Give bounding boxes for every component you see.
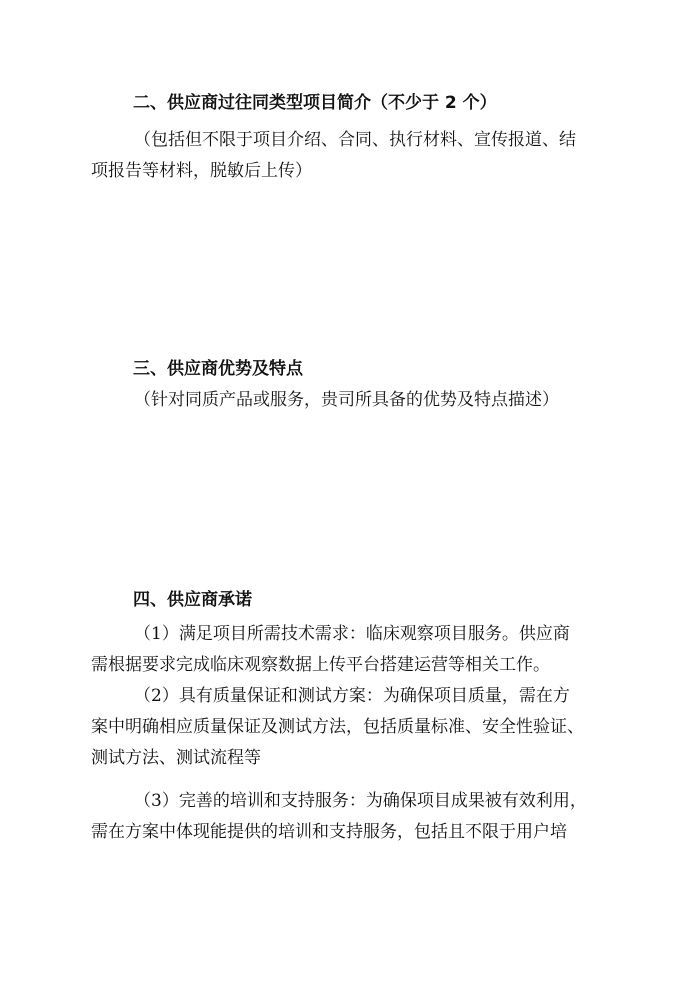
commitment-2-line-3: 测试方法、测试流程等: [91, 748, 261, 768]
section-3-heading: 三、供应商优势及特点: [133, 359, 303, 379]
section-2-note-line-2: 项报告等材料，脱敏后上传）: [91, 161, 312, 181]
commitment-2-line-1: （2）具有质量保证和测试方案：为确保项目质量，需在方: [134, 686, 570, 706]
section-4-heading: 四、供应商承诺: [133, 590, 252, 610]
commitment-2-line-2: 案中明确相应质量保证及测试方法，包括质量标准、安全性验证、: [91, 717, 584, 737]
commitment-3-line-2: 需在方案中体现能提供的培训和支持服务，包括且不限于用户培: [91, 822, 567, 842]
section-3-note: （针对同质产品或服务，贵司所具备的优势及特点描述）: [134, 390, 559, 410]
section-2-note-line-1: （包括但不限于项目介绍、合同、执行材料、宣传报道、结: [134, 130, 576, 150]
section-2-heading: 二、供应商过往同类型项目简介（不少于 2 个）: [133, 93, 497, 113]
commitment-3-line-1: （3）完善的培训和支持服务：为确保项目成果被有效利用，: [134, 791, 587, 811]
commitment-1-line-1: （1）满足项目所需技术需求：临床观察项目服务。供应商: [134, 624, 570, 644]
commitment-1-line-2: 需根据要求完成临床观察数据上传平台搭建运营等相关工作。: [91, 655, 550, 675]
